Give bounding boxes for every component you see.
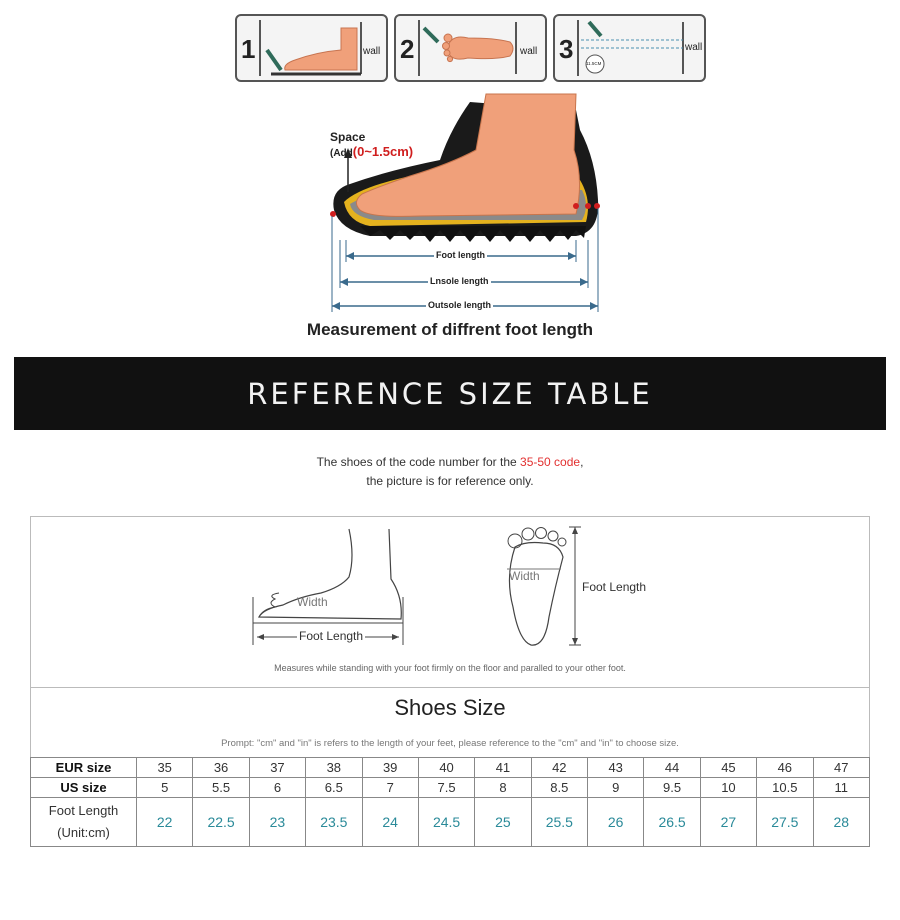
- eur-size-cell: 38: [306, 758, 362, 778]
- foot-length-cell: 24: [362, 798, 418, 847]
- us-size-cell: 5.5: [193, 778, 249, 798]
- step-number: 3: [559, 34, 574, 64]
- eur-size-cell: 39: [362, 758, 418, 778]
- step-1-panel: [235, 14, 388, 82]
- foot-length-header: Foot Length (Unit:cm): [31, 798, 137, 847]
- measure-caption: Measures while standing with your foot firmly on the floor and paralled to your other foot.: [274, 663, 626, 673]
- eur-size-cell: 47: [813, 758, 870, 778]
- eur-size-cell: 45: [700, 758, 756, 778]
- foot-length-cell: 24.5: [418, 798, 474, 847]
- foot-outline-icons: [31, 517, 869, 657]
- eur-size-cell: 37: [249, 758, 305, 778]
- step-number: 1: [241, 34, 256, 64]
- space-label: Space: [330, 130, 366, 144]
- us-size-header: US size: [31, 778, 137, 798]
- foot-length-cell: 25: [475, 798, 531, 847]
- us-size-cell: 11: [813, 778, 870, 798]
- shoes-size-title: Shoes Size: [394, 695, 506, 720]
- eur-size-cell: 42: [531, 758, 587, 778]
- wall-label: wall: [685, 42, 703, 53]
- outsole-length-label: Outsole length: [428, 300, 491, 310]
- size-prompt: Prompt: "cm" and "in" is refers to the length of your feet, please reference to the "cm" and "in" to choose size.: [221, 738, 679, 749]
- us-size-cell: 9.5: [644, 778, 700, 798]
- eur-size-cell: 35: [137, 758, 193, 778]
- foot-length-cell: 25.5: [531, 798, 587, 847]
- ruler-measure-icon: [555, 16, 705, 80]
- shoe-cross-section-icon: [300, 90, 620, 330]
- wall-label: wall: [363, 46, 381, 57]
- measure-instructions-box: [30, 516, 870, 688]
- foot-length-cell: 27.5: [757, 798, 813, 847]
- side-foot-length-label: Foot Length: [299, 629, 364, 643]
- us-size-row: [31, 778, 870, 798]
- eur-size-cell: 43: [588, 758, 644, 778]
- foot-length-label: Foot length: [436, 250, 485, 260]
- foot-length-cell: 28: [813, 798, 870, 847]
- foot-length-cell: 27: [700, 798, 756, 847]
- eur-size-cell: 36: [193, 758, 249, 778]
- top-width-label: Width: [509, 569, 540, 583]
- us-size-cell: 10.5: [757, 778, 813, 798]
- foot-length-cell: 26.5: [644, 798, 700, 847]
- us-size-cell: 7: [362, 778, 418, 798]
- eur-size-cell: 44: [644, 758, 700, 778]
- foot-length-cell: 22: [137, 798, 193, 847]
- us-size-cell: 6.5: [306, 778, 362, 798]
- foot-in-shoe-diagram: [300, 90, 620, 330]
- foot-length-cell: 23: [249, 798, 305, 847]
- foot-length-cell: 23.5: [306, 798, 362, 847]
- us-size-cell: 5: [137, 778, 193, 798]
- foot-length-cell: 26: [588, 798, 644, 847]
- insole-length-label: Lnsole length: [430, 276, 489, 286]
- us-size-cell: 6: [249, 778, 305, 798]
- us-size-cell: 8.5: [531, 778, 587, 798]
- wall-label: wall: [520, 46, 538, 57]
- top-foot-length-label: Foot Length: [582, 580, 647, 594]
- step-2-panel: [394, 14, 547, 82]
- reference-size-banner: [14, 357, 886, 430]
- eur-size-row: [31, 758, 870, 778]
- us-size-cell: 7.5: [418, 778, 474, 798]
- us-size-cell: 10: [700, 778, 756, 798]
- foot-length-row: [31, 798, 870, 847]
- us-size-cell: 8: [475, 778, 531, 798]
- side-width-label: Width: [297, 595, 328, 609]
- measure-steps: [235, 14, 707, 84]
- banner-title: REFERENCE SIZE TABLE: [247, 377, 653, 411]
- eur-size-cell: 41: [475, 758, 531, 778]
- ruler-reading: 11.5CM: [586, 61, 602, 66]
- reference-note: The shoes of the code number for the 35-50 code, the picture is for reference only.: [316, 455, 584, 488]
- size-table: [30, 757, 870, 847]
- shoes-size-header: [30, 687, 870, 758]
- space-allowance: (Add(0~1.5cm): [330, 144, 414, 159]
- eur-size-cell: 40: [418, 758, 474, 778]
- foot-length-cell: 22.5: [193, 798, 249, 847]
- step-3-panel: [553, 14, 706, 82]
- code-range: 35-50 code: [520, 455, 581, 469]
- us-size-cell: 9: [588, 778, 644, 798]
- eur-size-header: EUR size: [31, 758, 137, 778]
- eur-size-cell: 46: [757, 758, 813, 778]
- step-number: 2: [400, 34, 415, 64]
- diagram-caption: Measurement of diffrent foot length: [306, 320, 594, 339]
